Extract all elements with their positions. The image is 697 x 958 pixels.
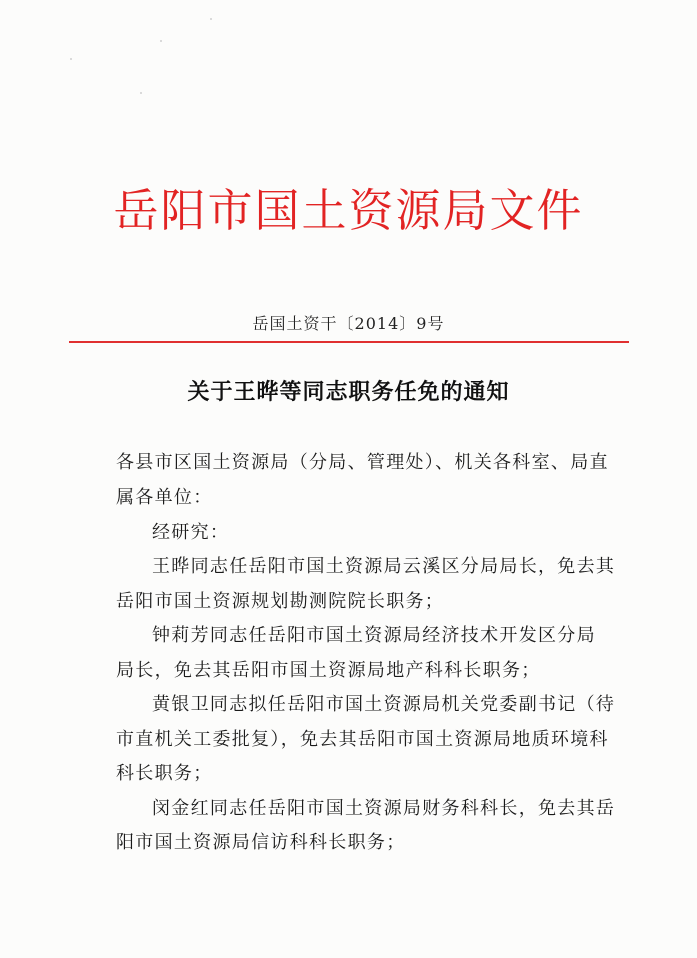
body-line: 经研究： — [152, 522, 230, 543]
body-line: 属各单位： — [116, 487, 213, 508]
body-line: 黄银卫同志拟任岳阳市国土资源局机关党委副书记（待 — [152, 694, 616, 715]
body-line: 闵金红同志任岳阳市国土资源局财务科科长，免去其岳 — [152, 798, 616, 819]
body-line: 阳市国土资源局信访科科长职务； — [116, 832, 406, 853]
scan-speck — [70, 58, 72, 60]
body-line: 岳阳市国土资源规划勘测院院长职务； — [116, 591, 445, 612]
scan-speck — [210, 18, 212, 20]
body-line: 科长职务； — [116, 763, 213, 784]
body-line: 市直机关工委批复），免去其岳阳市国土资源局地质环境科 — [116, 729, 609, 750]
scan-speck — [160, 40, 162, 42]
scan-speck — [140, 92, 142, 94]
issuer-header-title: 岳阳市国土资源局文件 — [113, 184, 584, 237]
red-separator-line — [69, 341, 629, 343]
body-line: 王晔同志任岳阳市国土资源局云溪区分局局长，免去其 — [152, 556, 616, 577]
body-line: 各县市区国土资源局（分局、管理处）、机关各科室、局直 — [116, 452, 609, 473]
notice-title: 关于王晔等同志职务任免的通知 — [187, 379, 510, 405]
document-number: 岳国土资干〔2014〕9号 — [252, 314, 445, 333]
body-line: 局长，免去其岳阳市国土资源局地产科科长职务； — [116, 660, 541, 681]
body-line: 钟莉芳同志任岳阳市国土资源局经济技术开发区分局 — [152, 625, 596, 646]
